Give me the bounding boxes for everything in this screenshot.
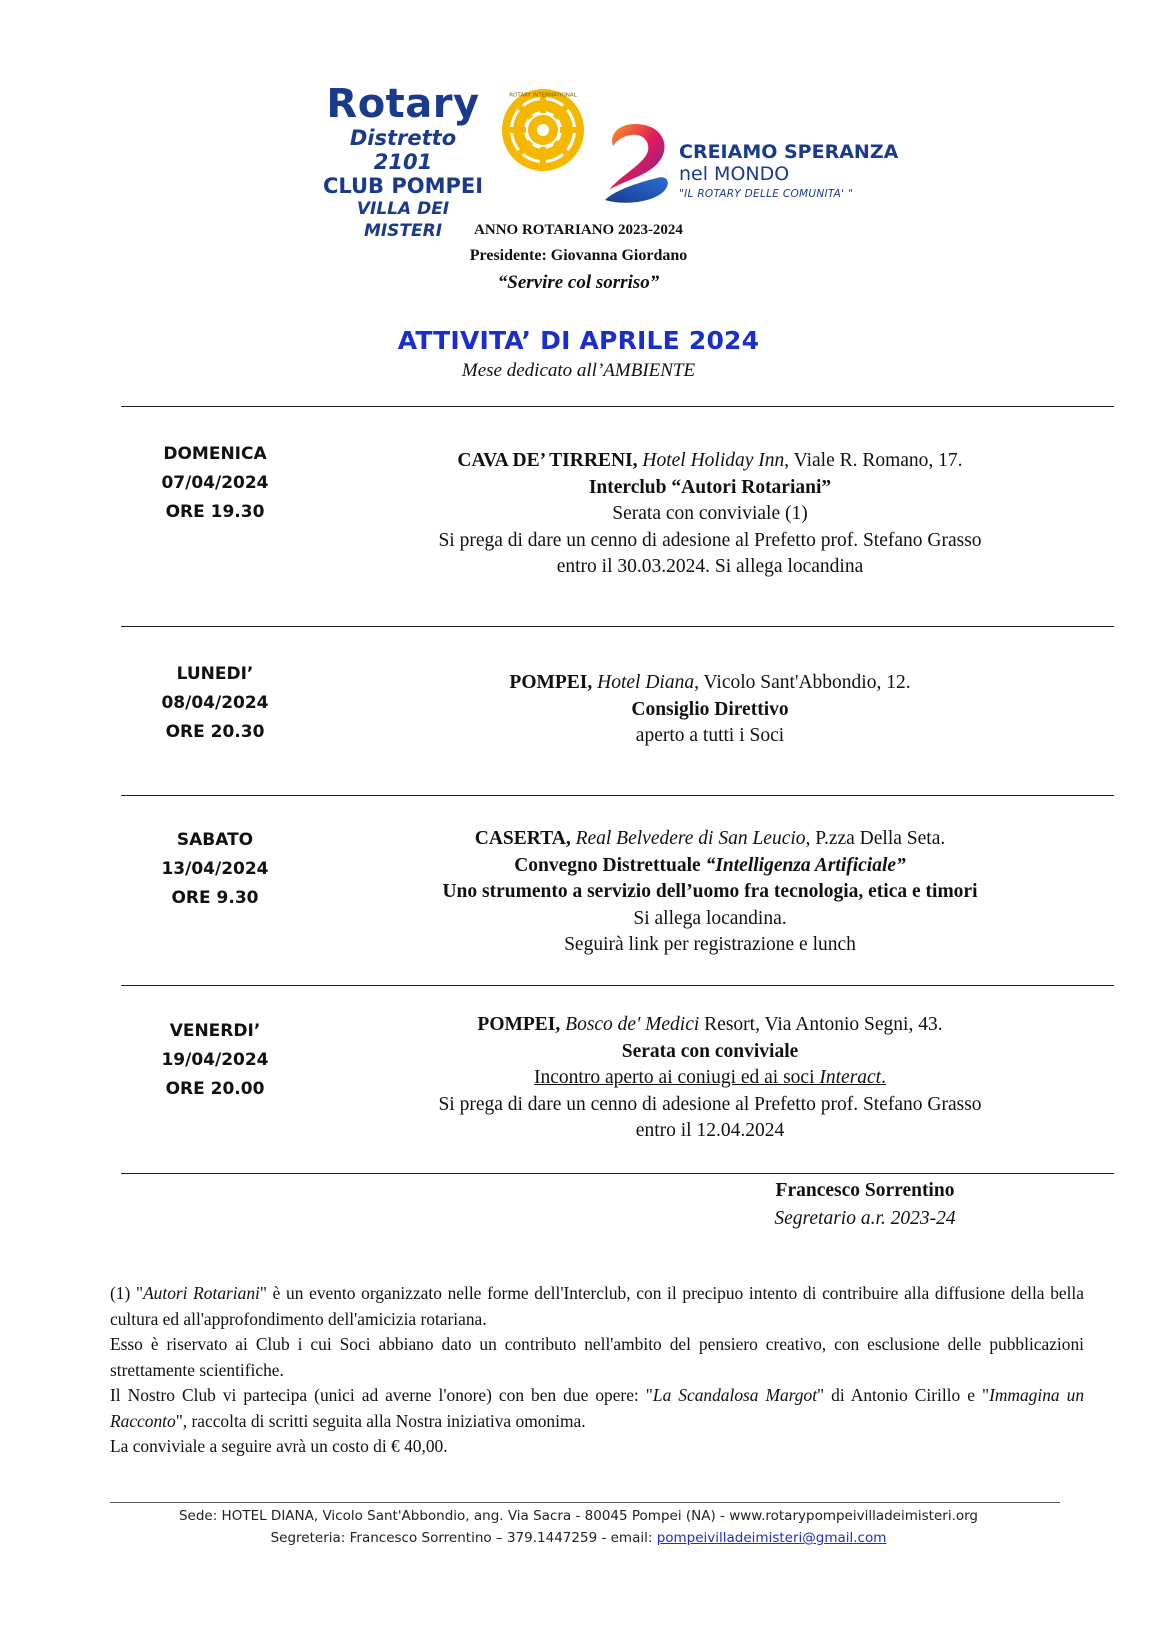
event-details [370, 826, 1050, 959]
footer-email-link[interactable]: pompeivilladeimisteri@gmail.com [656, 1530, 887, 1546]
footnote-text: Esso è riservato ai Club i cui Soci abbiano dato un contributo nell'ambito del pensiero creativo, con esclusione delle pubblicazioni strettamente scientifiche. [110, 1334, 1084, 1380]
president: Presidente: Giovanna Giordano [469, 247, 688, 264]
event-place: POMPEI, [509, 672, 593, 693]
hope-slogan [679, 141, 898, 203]
event-place: POMPEI, [477, 1014, 561, 1035]
hope-logo-icon [595, 120, 675, 206]
event-line: Si prega di dare un cenno di adesione al Prefetto prof. Stefano Grasso [438, 1093, 982, 1115]
footer-contact: Segreteria: Francesco Sorrentino – 379.1447259 - email: [270, 1530, 657, 1546]
divider [121, 795, 1114, 796]
event-date-block [150, 660, 280, 747]
event-line: Si prega di dare un cenno di adesione al Prefetto prof. Stefano Grasso [438, 529, 982, 551]
event-address: , Viale R. Romano, 17. [784, 450, 963, 471]
event-date: 07/04/2024 [161, 473, 269, 493]
footnote-text: " di Antonio Cirillo e " [817, 1385, 990, 1405]
event-date-block [150, 826, 280, 913]
event-details [370, 670, 1050, 750]
event-details [370, 1012, 1050, 1145]
event-day: SABATO [176, 830, 254, 850]
event-venue: Real Belvedere di San Leucio [575, 828, 806, 849]
divider [121, 406, 1114, 407]
club-subname: VILLA DEI MISTERI [356, 199, 450, 241]
event-title: Consiglio Direttivo [631, 698, 789, 720]
event-line: entro il 12.04.2024 [635, 1120, 785, 1141]
event-details [370, 448, 1050, 581]
event-line-em: Interact [819, 1067, 882, 1088]
motto: “Servire col sorriso” [497, 272, 660, 293]
event-day: DOMENICA [163, 444, 267, 464]
divider [121, 626, 1114, 627]
divider [121, 1173, 1114, 1174]
rotary-wordmark: Rotary [326, 81, 480, 127]
event-day: LUNEDI’ [176, 664, 254, 684]
event-title: Interclub “Autori Rotariani” [588, 476, 832, 498]
event-time: ORE 19.30 [165, 502, 265, 522]
footer-divider [110, 1502, 1060, 1503]
hope-line-1: CREIAMO SPERANZA [679, 141, 899, 163]
event-place: CASERTA, [474, 828, 571, 849]
event-line: Serata con conviviale (1) [612, 503, 808, 524]
event-line: Si allega locandina. [633, 907, 787, 929]
district-label: Distretto 2101 [349, 126, 457, 174]
footnote-text: ", raccolta di scritti seguita alla Nostra iniziativa omonima. [175, 1410, 586, 1431]
event-line: entro il 30.03.2024. Si allega locandina [556, 556, 864, 577]
signature-name: Francesco Sorrentino [775, 1180, 955, 1201]
event-day: VENERDI’ [169, 1021, 261, 1041]
event-venue: Hotel Holiday Inn [642, 450, 785, 471]
footnote-text-em: La Scandalosa Margot [652, 1385, 818, 1405]
event-address: Resort, Via Antonio Segni, 43. [699, 1014, 943, 1035]
club-name: CLUB POMPEI [322, 174, 484, 198]
page-title: ATTIVITA’ DI APRILE 2024 [397, 326, 760, 355]
footnote-text: " è un evento organizzato nelle forme dell'Interclub, con il precipuo intento di contribuire alla diffusione della bella cultura ed all'approfondimento dell'amicizia rotariana. [110, 1283, 1084, 1329]
event-venue: Hotel Diana [597, 672, 695, 693]
event-date: 08/04/2024 [161, 693, 269, 713]
event-line: aperto a tutti i Soci [635, 725, 785, 746]
event-address: , P.zza Della Seta. [805, 828, 946, 849]
event-time: ORE 20.00 [165, 1079, 265, 1099]
footer [0, 1505, 1157, 1549]
event-place: CAVA DE’ TIRRENI, [457, 450, 638, 471]
event-venue: Bosco de' Medici [565, 1014, 700, 1035]
hope-line-2: nel MONDO [679, 163, 790, 185]
event-title: Serata con conviviale [621, 1040, 799, 1062]
footnote-text-em: Immagina un Racconto [110, 1385, 1085, 1431]
event-title-topic: “Intelligenza Artificiale” [705, 854, 906, 876]
event-time: ORE 20.30 [165, 722, 265, 742]
divider [121, 985, 1114, 986]
footer-address: Sede: HOTEL DIANA, Vicolo Sant'Abbondio, ang. Via Sacra - 80045 Pompei (NA) - www.rotarypompeivilladeimisteri.org [178, 1508, 979, 1524]
event-line: Incontro aperto ai coniugi ed ai soci [534, 1067, 820, 1088]
signature-role: Segretario a.r. 2023-24 [774, 1208, 956, 1229]
page-subtitle: Mese dedicato all’AMBIENTE [461, 360, 696, 381]
footnote-text: La conviviale a seguire avrà un costo di € 40,00. [110, 1436, 448, 1456]
rotary-year: ANNO ROTARIANO 2023-2024 [474, 222, 683, 238]
footnote-text: (1) " [110, 1283, 144, 1303]
event-address: , Vicolo Sant'Abbondio, 12. [694, 672, 911, 693]
event-time: ORE 9.30 [171, 888, 259, 908]
event-subtitle: Uno strumento a servizio dell’uomo fra tecnologia, etica e timori [442, 881, 978, 902]
event-line-end: . [881, 1067, 886, 1088]
signature [720, 1177, 1010, 1233]
wheel-ring-text: ROTARY INTERNATIONAL [509, 92, 577, 99]
event-date-block [150, 1017, 280, 1104]
rotary-club-logo [318, 82, 488, 242]
event-date: 19/04/2024 [161, 1050, 269, 1070]
event-date-block [150, 440, 280, 527]
rotary-wheel-icon [500, 87, 586, 173]
event-title: Convegno Distrettuale [514, 854, 706, 876]
hope-line-3: "IL ROTARY DELLE COMUNITA' " [679, 188, 854, 200]
event-line: Seguirà link per registrazione e lunch [564, 934, 856, 955]
event-date: 13/04/2024 [161, 859, 269, 879]
footnote-text-em: Autori Rotariani [143, 1283, 260, 1303]
footnote [110, 1281, 1084, 1460]
footnote-text: Il Nostro Club vi partecipa (unici ad averne l'onore) con ben due opere: " [110, 1385, 653, 1405]
